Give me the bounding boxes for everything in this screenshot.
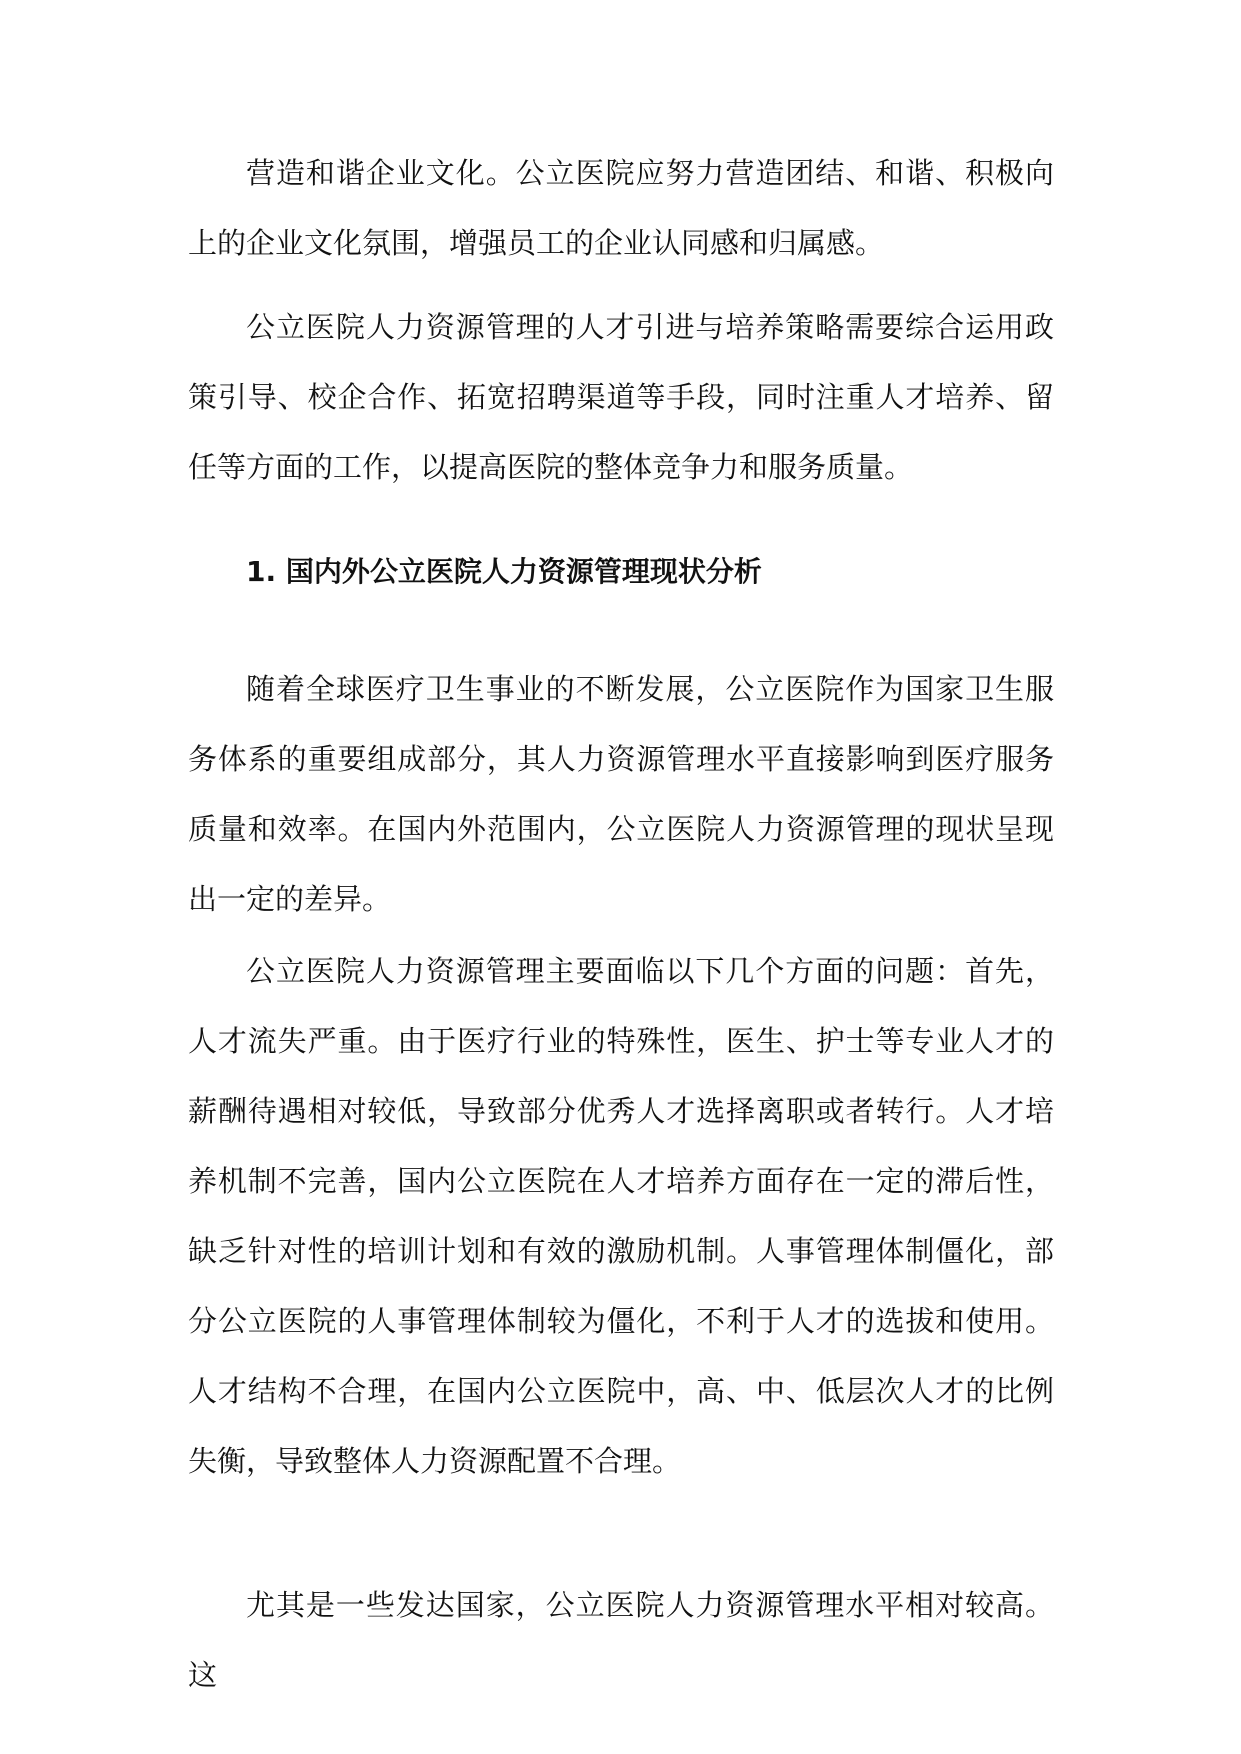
paragraph-problems: 公立医院人力资源管理主要面临以下几个方面的问题：首先，人才流失严重。由于医疗行业的特殊性，医生、护士等专业人才的薪酬待遇相对较低，导致部分优秀人才选择离职或者转行。人才培养机制不完善，国内公立医院在人才培养方面存在一定的滞后性，缺乏针对性的培训计划和有效的激励机制。人事管理体制僵化，部分公立医院的人事管理体制较为僵化，不利于人才的选拔和使用。人才结构不合理，在国内公立医院中，高、中、低层次人才的比例失衡，导致整体人力资源配置不合理。 [188,954,1054,1478]
paragraph-global-development: 随着全球医疗卫生事业的不断发展，公立医院作为国家卫生服务体系的重要组成部分，其人力资源管理水平直接影响到医疗服务质量和效率。在国内外范围内，公立医院人力资源管理的现状呈现出一定的差异。 [188,672,1054,916]
section-heading: 1. 国内外公立医院人力资源管理现状分析 [246,555,762,588]
paragraph-talent-strategy-summary: 公立医院人力资源管理的人才引进与培养策略需要综合运用政策引导、校企合作、拓宽招聘渠道等手段，同时注重人才培养、留任等方面的工作，以提高医院的整体竞争力和服务质量。 [188,310,1054,484]
paragraph-corporate-culture: 营造和谐企业文化。公立医院应努力营造团结、和谐、积极向上的企业文化氛围，增强员工的企业认同感和归属感。 [188,156,1054,260]
paragraph-developed-countries: 尤其是一些发达国家，公立医院人力资源管理水平相对较高。这 [188,1588,1054,1692]
